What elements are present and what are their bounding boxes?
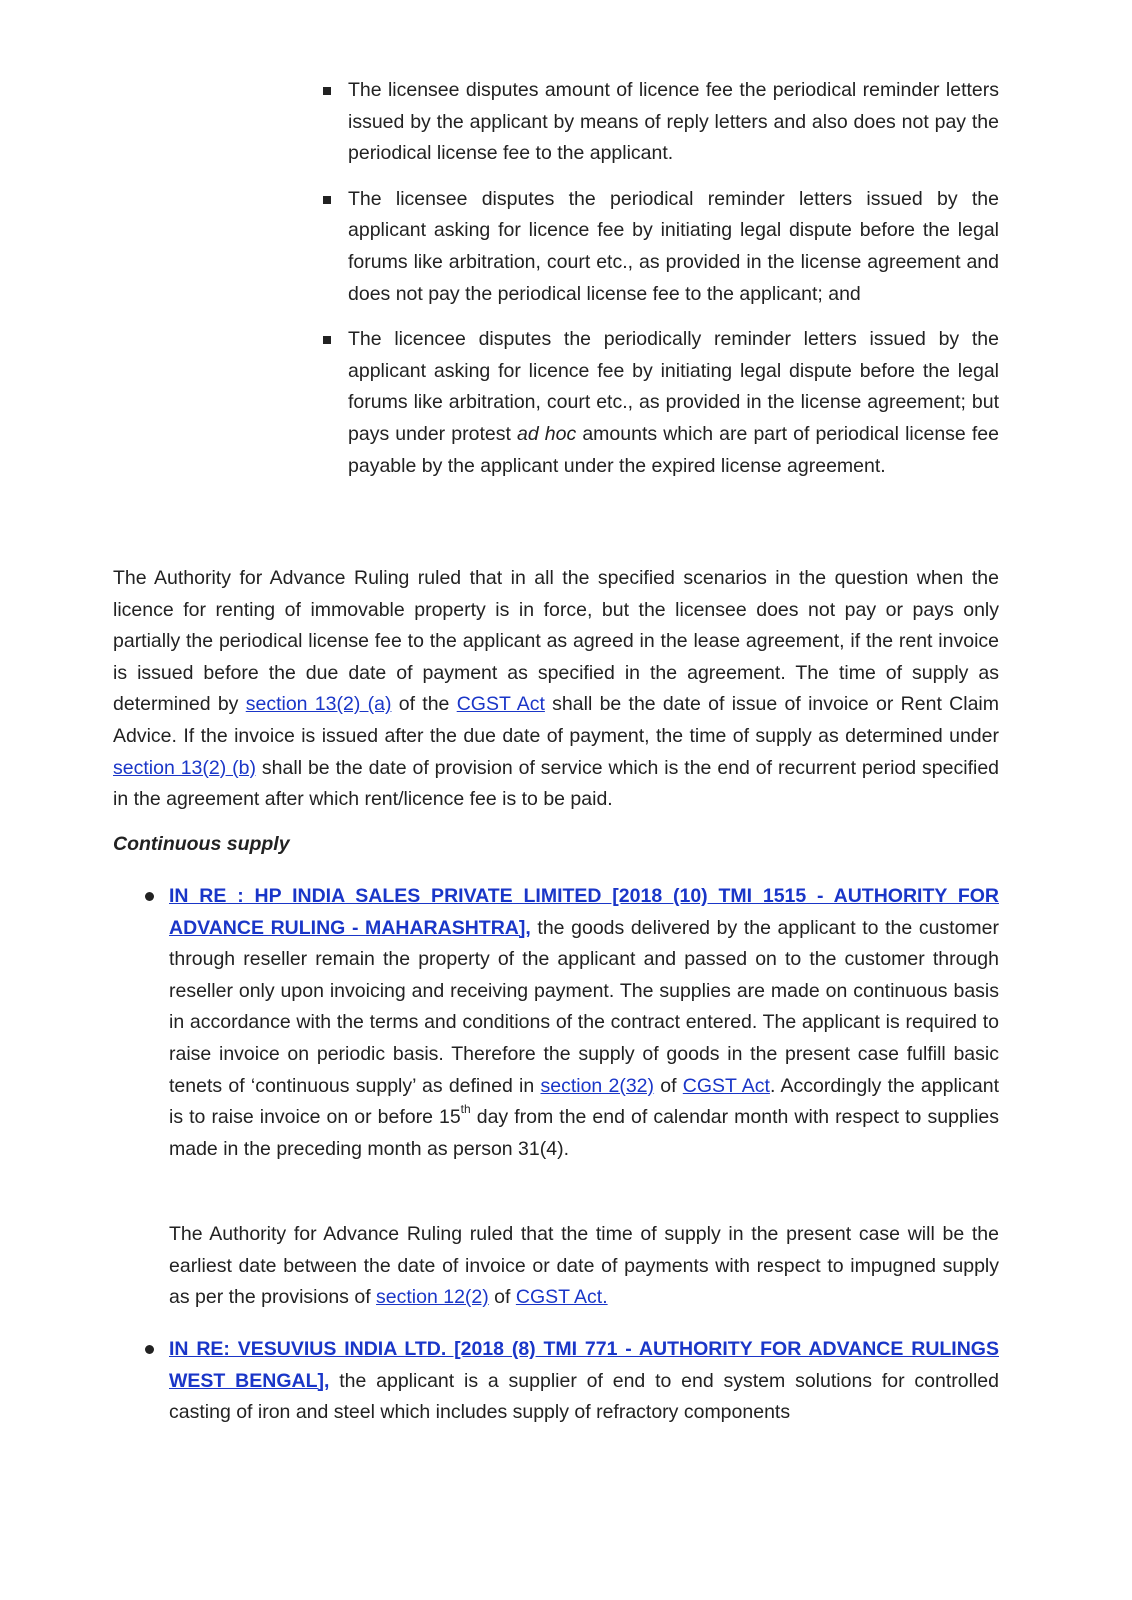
ruling-paragraph: The Authority for Advance Ruling ruled that in all the specified scenarios in the question when the licence for renting of immovable property is in force, but the licensee does not pay or pays only partially the periodical license fee to the applicant as agreed in the lease agreement, if the rent invoice is issued before the due date of payment as specified in the agreement. The time of supply as determined by section 13(2) (a) of the CGST Act shall be the date of issue of invoice or Rent Claim Advice. If the invoice is issued after the due date of payment, the time of supply as determined under section 13(2) (b) shall be the date of provision of service which is the end of recurrent period specified in the agreement after which rent/licence fee is to be paid. (113, 567, 1000, 811)
case-item-vesuvius (169, 1334, 999, 1429)
section-13-2-a-link[interactable]: section 13(2) (a) (245, 693, 392, 716)
round-bullet-icon (145, 1345, 154, 1354)
cgst-act-link[interactable]: CGST Act (682, 1074, 770, 1097)
scenario-bullet-2 (323, 184, 999, 310)
hp-india-ruling-paragraph: The Authority for Advance Ruling ruled that the time of supply in the present case will be the earliest date between the date of invoice or date of payments with respect to impugned supply as per the provisions of section 12(2) of CGST Act. (169, 1223, 999, 1309)
case-text-hp-india: IN RE : HP INDIA SALES PRIVATE LIMITED [2018 (10) TMI 1515 - AUTHORITY FOR ADVANCE RULING - MAHARASHTRA], the goods delivered by the applicant to the customer through reseller remain the property of the applicant and passed on to the customer through reseller only upon invoicing and receiving payment. The supplies are made on continuous basis in accordance with the terms and conditions of the contract entered. The applicant is required to raise invoice on periodic basis. Therefore the supply of goods in the present case fulfill basic tenets of ‘continuous supply’ as defined in section 2(32) of CGST Act. Accordingly the applicant is to raise invoice on or before 15th day from the end of calendar month with respect to supplies made in the preceding month as person 31(4). (169, 885, 1000, 1160)
section-heading: Continuous supply (113, 833, 290, 855)
square-bullet-icon (323, 196, 331, 204)
scenario-text-2: The licensee disputes the periodical reminder letters issued by the applicant asking for licence fee by initiating legal dispute before the legal forums like arbitration, court etc., as provided in the license agreement and does not pay the periodical license fee to the applicant; and (348, 187, 999, 305)
cgst-act-link[interactable]: CGST Act. (515, 1286, 608, 1309)
section-13-2-b-link[interactable]: section 13(2) (b) (113, 756, 256, 779)
hp-india-case-link[interactable]: IN RE : HP INDIA SALES PRIVATE LIMITED [2018 (10) TMI 1515 - AUTHORITY FOR ADVANCE RULING - MAHARASHTRA], (169, 885, 999, 939)
scenario-text-1: The licensee disputes amount of licence fee the periodical reminder letters issued by the applicant by means of reply letters and also does not pay the periodical license fee to the applicant. (348, 79, 999, 165)
square-bullet-icon (323, 336, 331, 344)
section-12-2-link[interactable]: section 12(2) (376, 1286, 489, 1309)
section-2-32-link[interactable]: section 2(32) (540, 1074, 655, 1097)
vesuvius-case-link[interactable]: IN RE: VESUVIUS INDIA LTD. [2018 (8) TMI 771 - AUTHORITY FOR ADVANCE RULINGS WEST BENGAL], (169, 1338, 999, 1392)
round-bullet-icon (145, 892, 154, 901)
italic-phrase: ad hoc (516, 422, 577, 445)
case-text-vesuvius: IN RE: VESUVIUS INDIA LTD. [2018 (8) TMI 771 - AUTHORITY FOR ADVANCE RULINGS WEST BENGAL], the applicant is a supplier of end to end system solutions for controlled casting of iron and steel which includes supply of refractory components (169, 1338, 999, 1424)
scenario-text-3: The licencee disputes the periodically reminder letters issued by the applicant asking for licence fee by initiating legal dispute before the legal forums like arbitration, court etc., as provided in the license agreement; but pays under protest ad hoc amounts which are part of periodical license fee payable by the applicant under the expired license agreement. (348, 328, 999, 477)
scenario-bullet-3 (323, 324, 999, 482)
square-bullet-icon (323, 87, 331, 95)
cgst-act-link[interactable]: CGST Act (456, 693, 545, 716)
scenario-bullet-list (323, 75, 999, 496)
scenario-bullet-1 (323, 75, 999, 170)
case-item-hp-india (169, 881, 999, 1165)
ordinal-superscript: th (460, 1101, 471, 1116)
